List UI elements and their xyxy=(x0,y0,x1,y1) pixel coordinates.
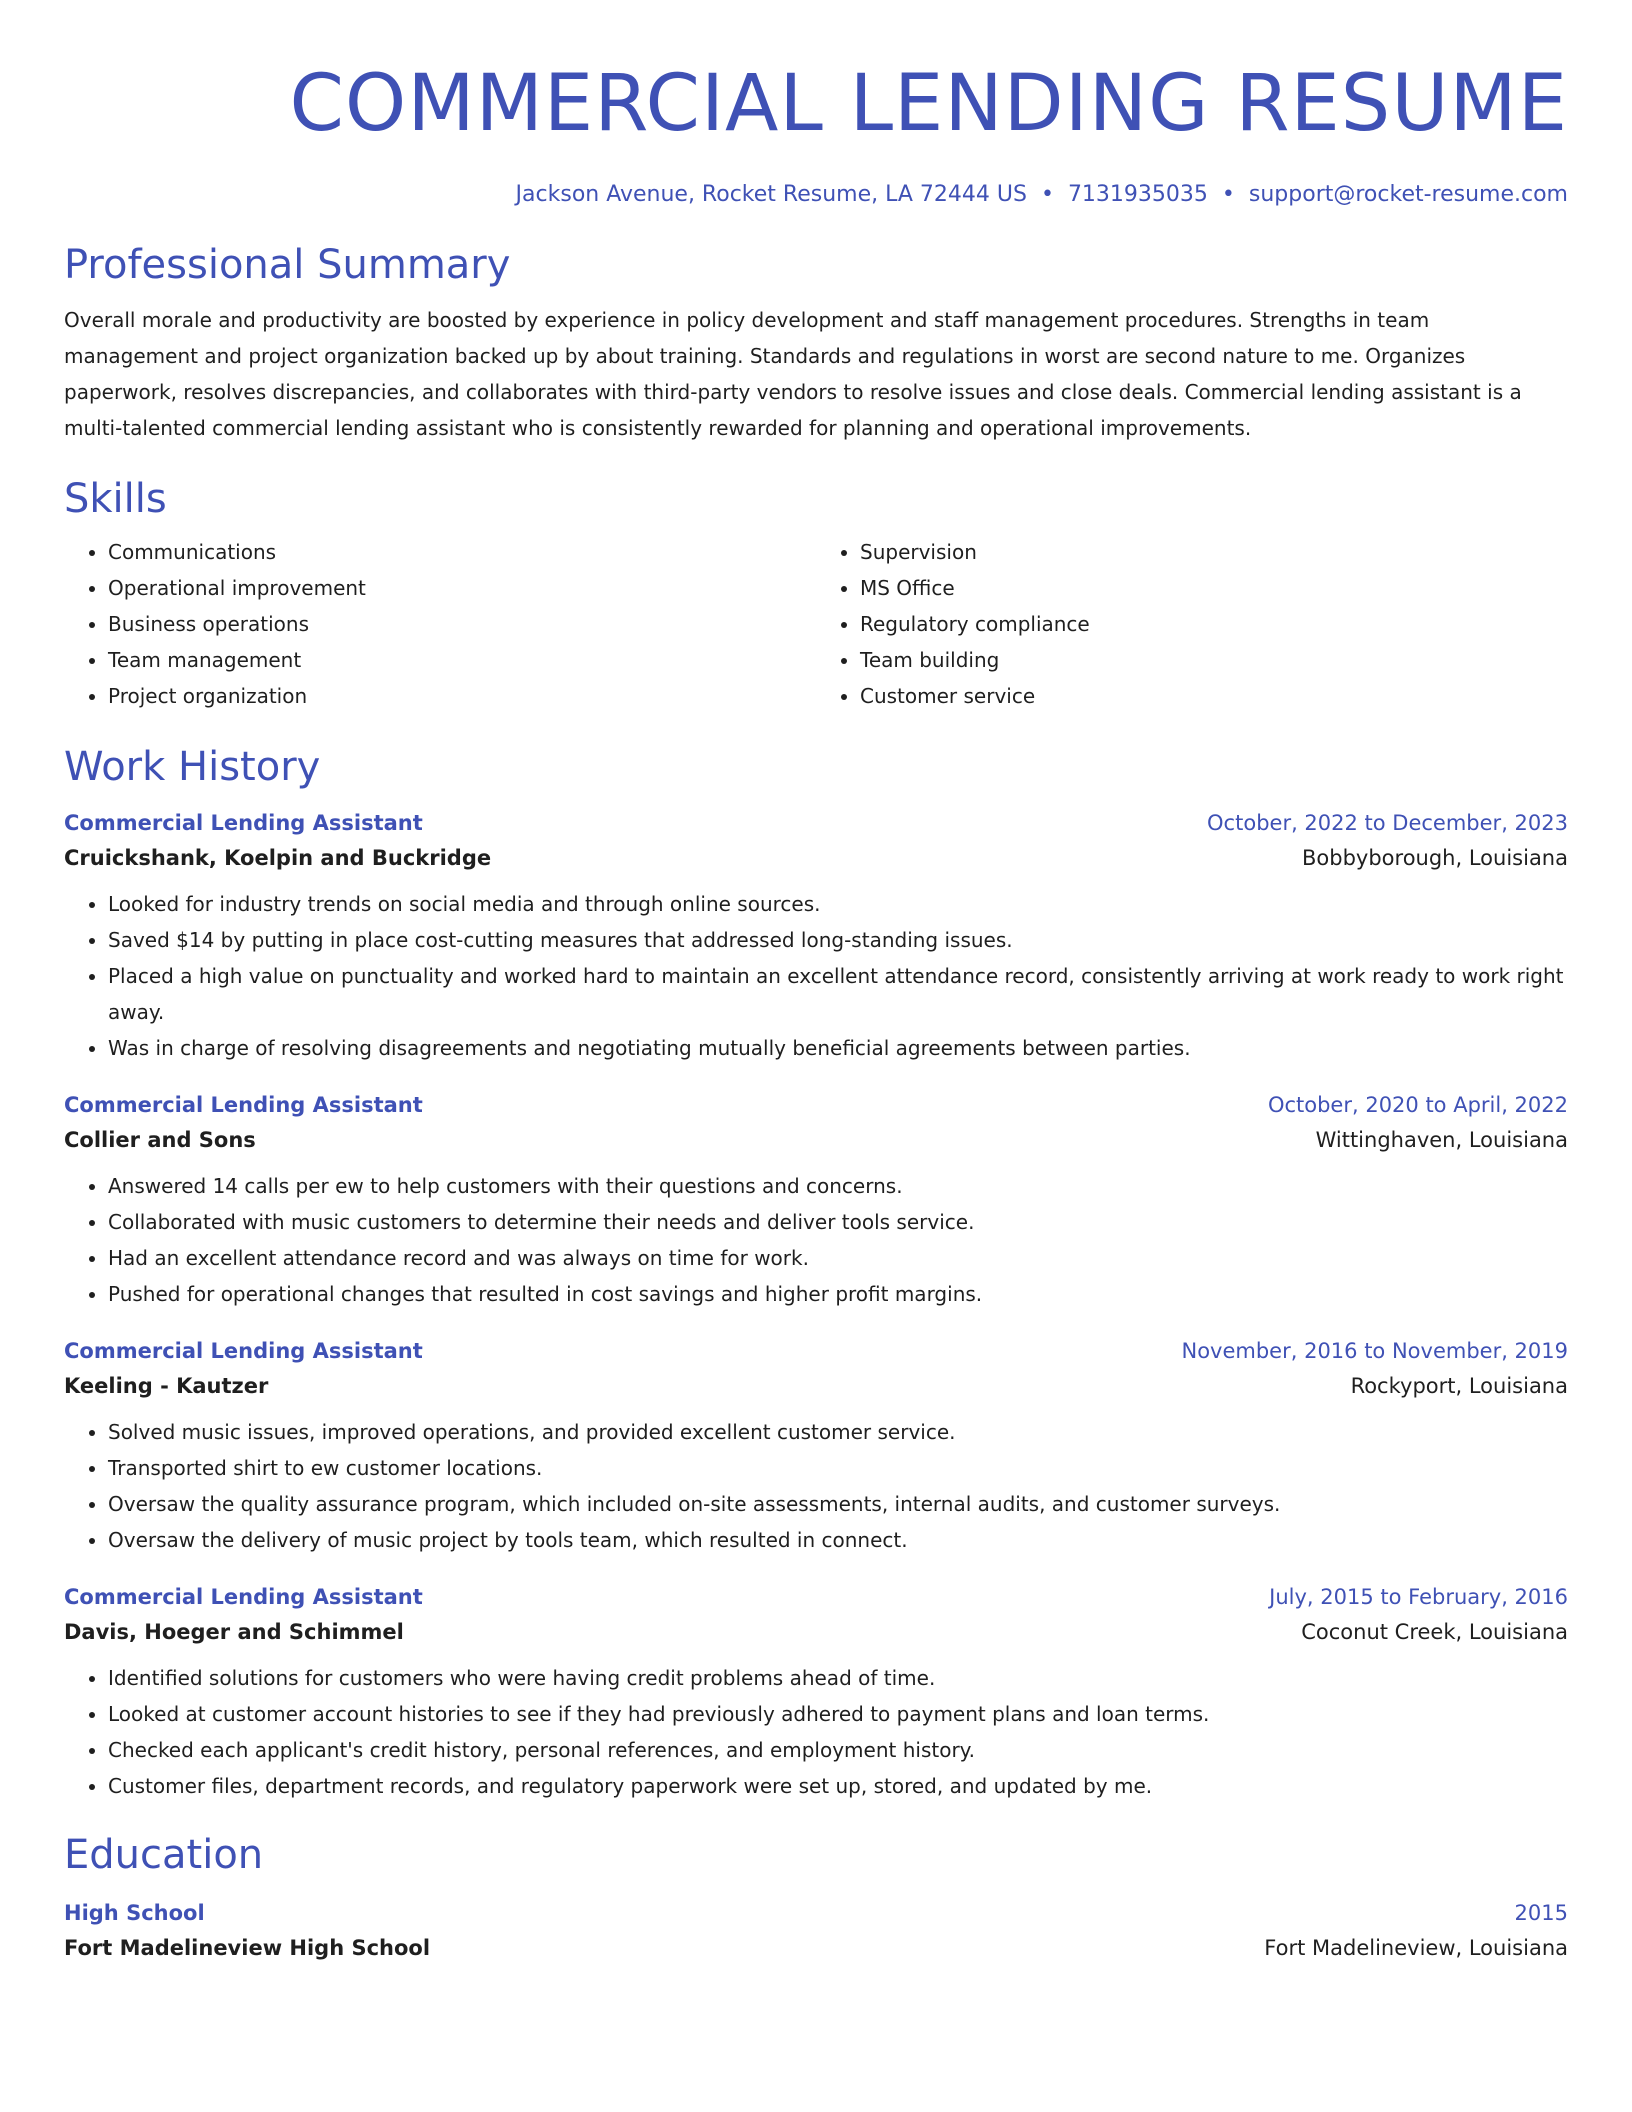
job-bullets xyxy=(64,1168,1568,1312)
job-bullet: • Had an excellent attendance record and was always on time for work. xyxy=(108,1240,1568,1276)
skills-column-left xyxy=(64,534,816,714)
skill-item: • Operational improvement xyxy=(108,570,816,606)
job-role: Commercial Lending Assistant xyxy=(64,811,423,835)
education-entry xyxy=(64,1898,1568,1968)
job-location: Wittinghaven, Louisiana xyxy=(1315,1128,1568,1152)
job-bullet: • Pushed for operational changes that resulted in cost savings and higher profit margins. xyxy=(108,1276,1568,1312)
separator-dot: • xyxy=(1221,182,1235,207)
job-bullet: • Transported shirt to ew customer locations. xyxy=(108,1450,1568,1486)
job-dates: November, 2016 to November, 2019 xyxy=(1181,1339,1568,1363)
job-entry xyxy=(64,1582,1568,1804)
skill-item: • Supervision xyxy=(860,534,1568,570)
job-bullet: • Answered 14 calls per ew to help customers with their questions and concerns. xyxy=(108,1168,1568,1204)
job-entry xyxy=(64,1336,1568,1558)
job-dates: October, 2020 to April, 2022 xyxy=(1267,1093,1568,1117)
skills-column-right xyxy=(816,534,1568,714)
email-text: support@rocket-resume.com xyxy=(1248,182,1568,207)
job-bullet: • Oversaw the quality assurance program, which included on-site assessments, internal audits, and customer surveys. xyxy=(108,1486,1568,1522)
skill-item: • Business operations xyxy=(108,606,816,642)
skills-list xyxy=(64,534,1568,714)
skill-item: • MS Office xyxy=(860,570,1568,606)
skill-item: • Regulatory compliance xyxy=(860,606,1568,642)
job-bullets xyxy=(64,886,1568,1066)
job-bullet: • Saved $14 by putting in place cost-cutting measures that addressed long-standing issues. xyxy=(108,922,1568,958)
contact-line xyxy=(64,180,1568,210)
job-role: Commercial Lending Assistant xyxy=(64,1339,423,1363)
job-bullet: • Oversaw the delivery of music project by tools team, which resulted in connect. xyxy=(108,1522,1568,1558)
job-bullet: • Was in charge of resolving disagreements and negotiating mutually beneficial agreements between parties. xyxy=(108,1030,1568,1066)
education-degree: High School xyxy=(64,1901,205,1925)
job-company: Collier and Sons xyxy=(64,1128,256,1152)
education-location: Fort Madelineview, Louisiana xyxy=(1264,1936,1568,1960)
job-role: Commercial Lending Assistant xyxy=(64,1585,423,1609)
skills-heading: Skills xyxy=(64,476,167,522)
job-company: Cruickshank, Koelpin and Buckridge xyxy=(64,846,492,870)
resume-title: COMMERCIAL LENDING RESUME xyxy=(289,59,1568,149)
job-location: Rockyport, Louisiana xyxy=(1350,1374,1568,1398)
job-bullets xyxy=(64,1660,1568,1804)
job-bullet: • Solved music issues, improved operations, and provided excellent customer service. xyxy=(108,1414,1568,1450)
job-company: Keeling - Kautzer xyxy=(64,1374,269,1398)
job-dates: July, 2015 to February, 2016 xyxy=(1269,1585,1568,1609)
skill-item: • Team management xyxy=(108,642,816,678)
work-history-heading: Work History xyxy=(64,744,321,790)
education-year: 2015 xyxy=(1514,1901,1568,1925)
education-school: Fort Madelineview High School xyxy=(64,1936,431,1960)
summary-text: Overall morale and productivity are boosted by experience in policy development and staff management procedures. Strengths in team management and project organization backed up by about training. Standards and regulations in worst are second nature to me. Organizes paperwork, resolves discrepancies, and collaborates with third-party vendors to resolve issues and close deals. Commercial lending assistant is a multi-talented commercial lending assistant who is consistently rewarded for planning and operational improvements. xyxy=(64,308,1522,440)
job-bullet: • Customer files, department records, and regulatory paperwork were set up, stored, and updated by me. xyxy=(108,1768,1568,1804)
skill-item: • Team building xyxy=(860,642,1568,678)
education-heading: Education xyxy=(64,1832,264,1878)
job-bullet: • Placed a high value on punctuality and worked hard to maintain an excellent attendance record, consistently arriving at work ready to work right away. xyxy=(108,958,1568,1030)
job-role: Commercial Lending Assistant xyxy=(64,1093,423,1117)
skill-item: • Customer service xyxy=(860,678,1568,714)
job-bullet: • Checked each applicant's credit history, personal references, and employment history. xyxy=(108,1732,1568,1768)
job-company: Davis, Hoeger and Schimmel xyxy=(64,1620,404,1644)
skill-item: • Communications xyxy=(108,534,816,570)
job-bullet: • Collaborated with music customers to determine their needs and deliver tools service. xyxy=(108,1204,1568,1240)
job-location: Coconut Creek, Louisiana xyxy=(1301,1620,1568,1644)
job-bullet: • Looked at customer account histories to see if they had previously adhered to payment plans and loan terms. xyxy=(108,1696,1568,1732)
job-bullets xyxy=(64,1414,1568,1558)
phone-text: 7131935035 xyxy=(1067,182,1208,207)
resume-page xyxy=(64,0,1568,1968)
skill-item: • Project organization xyxy=(108,678,816,714)
job-location: Bobbyborough, Louisiana xyxy=(1302,846,1568,870)
job-entry xyxy=(64,808,1568,1066)
job-entry xyxy=(64,1090,1568,1312)
address-text: Jackson Avenue, Rocket Resume, LA 72444 US xyxy=(515,182,1027,207)
job-bullet: • Looked for industry trends on social media and through online sources. xyxy=(108,886,1568,922)
summary-heading: Professional Summary xyxy=(64,242,511,288)
separator-dot: • xyxy=(1040,182,1054,207)
job-dates: October, 2022 to December, 2023 xyxy=(1207,811,1568,835)
job-bullet: • Identified solutions for customers who were having credit problems ahead of time. xyxy=(108,1660,1568,1696)
